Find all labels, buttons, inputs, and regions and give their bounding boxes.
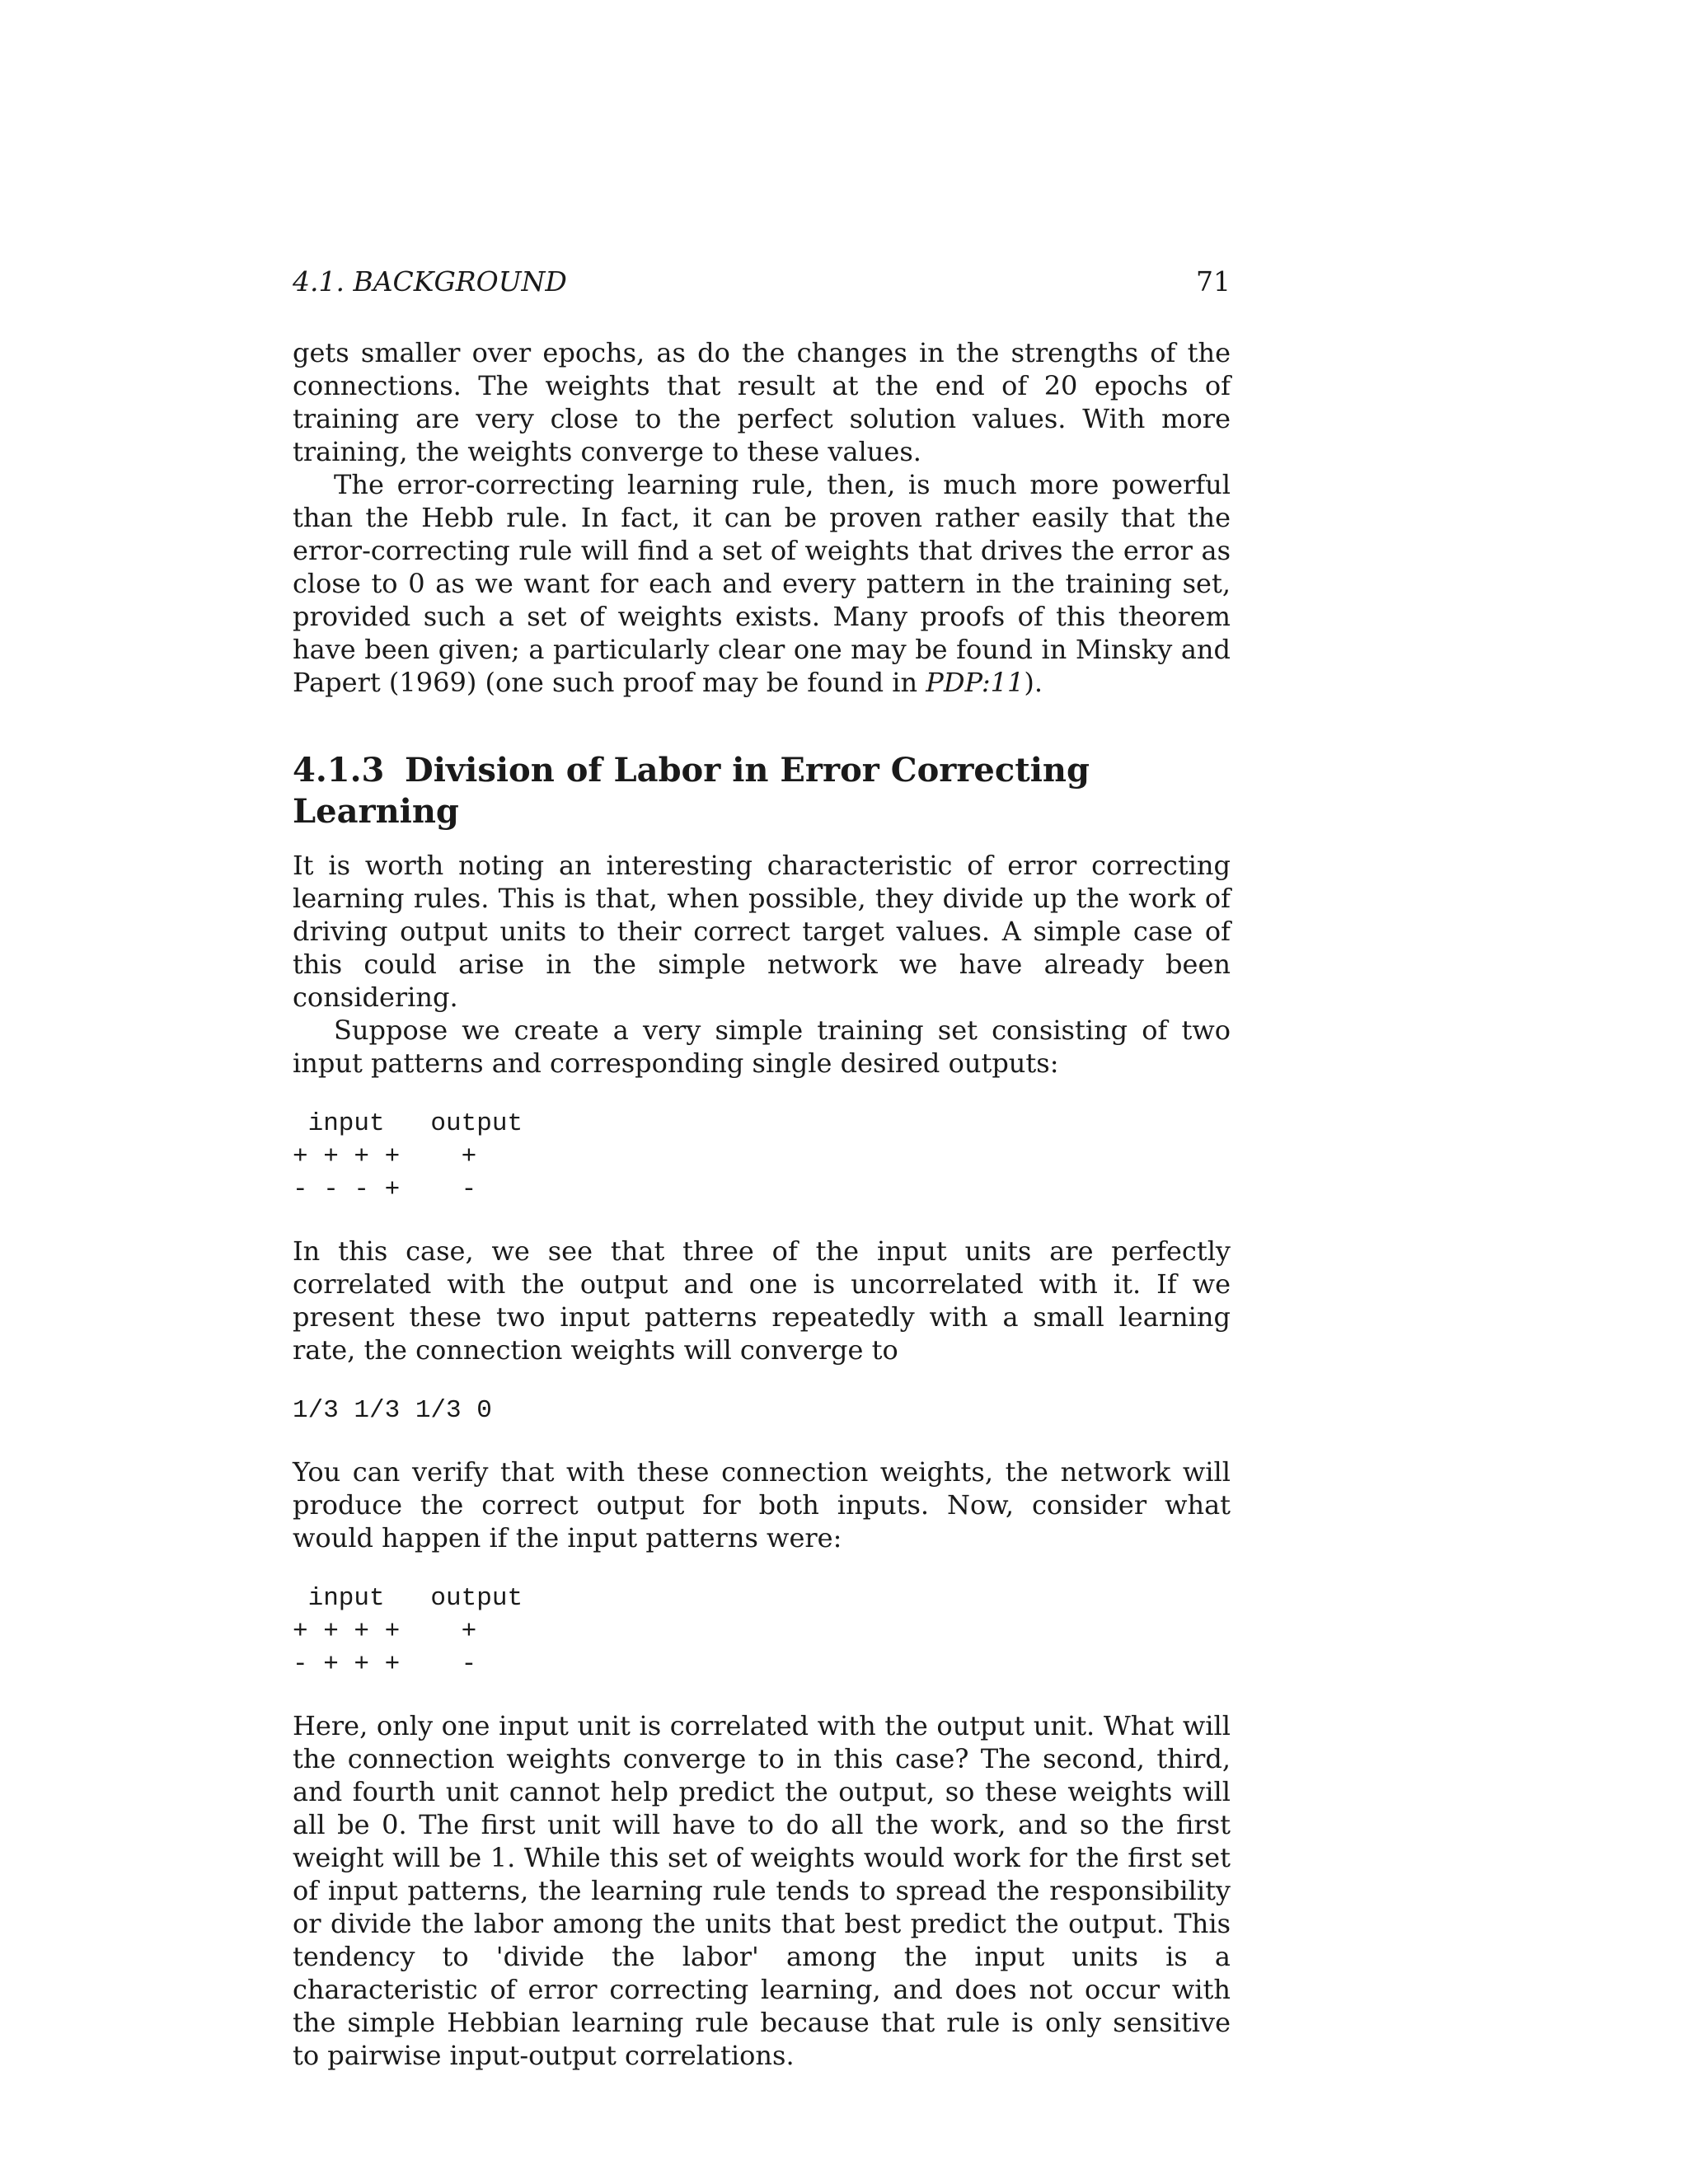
weights-line: 1/3 1/3 1/3 0 <box>293 1396 492 1425</box>
paragraph-suppose: Suppose we create a very simple training set consisting of two input patterns and corresponding single desired outputs: <box>293 1015 1231 1079</box>
running-header <box>293 262 1231 302</box>
header-section-title: 4.1. BACKGROUND <box>293 265 567 298</box>
pattern-table-1: input output + + + + + - - - + - <box>293 1109 523 1204</box>
paragraph-epochs: gets smaller over epochs, as do the changes in the strengths of the connections. The weights that result at the end of 20 epochs of training are very close to the perfect solution values. With more training, the weights converge to these values. <box>293 337 1231 467</box>
section-heading <box>293 750 1231 832</box>
paragraph-here: Here, only one input unit is correlated with the output unit. What will the connection weights converge to in this case? The second, third, and fourth unit cannot help predict the output, so these weights will all be 0. The first unit will have to do all the work, and so the first weight will be 1. While this set of weights would work for the first set of input patterns, the learning rule tends to spread the responsibility or divide the labor among the units that best predict the output. This tendency to 'divide the labor' among the input units is a characteristic of error correcting learning, and does not occur with the simple Hebbian learning rule because that rule is only sensitive to pairwise input-output correlations. <box>293 1710 1231 2071</box>
paragraph-this-case: In this case, we see that three of the input units are perfectly correlated with the output and one is uncorrelated with it. If we present these two input patterns repeatedly with a small learning rate, the connection weights will converge to <box>293 1235 1231 1366</box>
paragraph-power-text: The error-correcting learning rule, then, is much more powerful than the Hebb rule. In fact, it can be proven rather easily that the error-correcting rule will find a set of weights that drives the error as close to 0 as we want for each and every pattern in the training set, provided such a set of weights exists. Many proofs of this theorem have been given; a particularly clear one may be found in Minsky and Papert (1969) (one such proof may be found in <box>293 469 1231 698</box>
section-title: Division of Labor in Error Correcting Learning <box>293 751 1090 831</box>
paragraph-power-tail: ). <box>1024 667 1043 698</box>
page-number: 71 <box>1196 265 1231 298</box>
section-number: 4.1.3 <box>293 751 385 790</box>
citation-pdp: PDP:11 <box>926 667 1025 698</box>
page <box>293 262 1231 2072</box>
pattern-table-2: input output + + + + + - + + + - <box>293 1584 523 1679</box>
paragraph-intro: It is worth noting an interesting characteristic of error correcting learning rules. This is that, when possible, they divide up the work of driving output units to their correct target values. A simple case of this could arise in the simple network we have already been considering. <box>293 850 1231 1013</box>
paragraph-error-correcting-power <box>293 468 1231 699</box>
paragraph-verify: You can verify that with these connection weights, the network will produce the correct output for both inputs. Now, consider what would happen if the input patterns were: <box>293 1456 1231 1554</box>
